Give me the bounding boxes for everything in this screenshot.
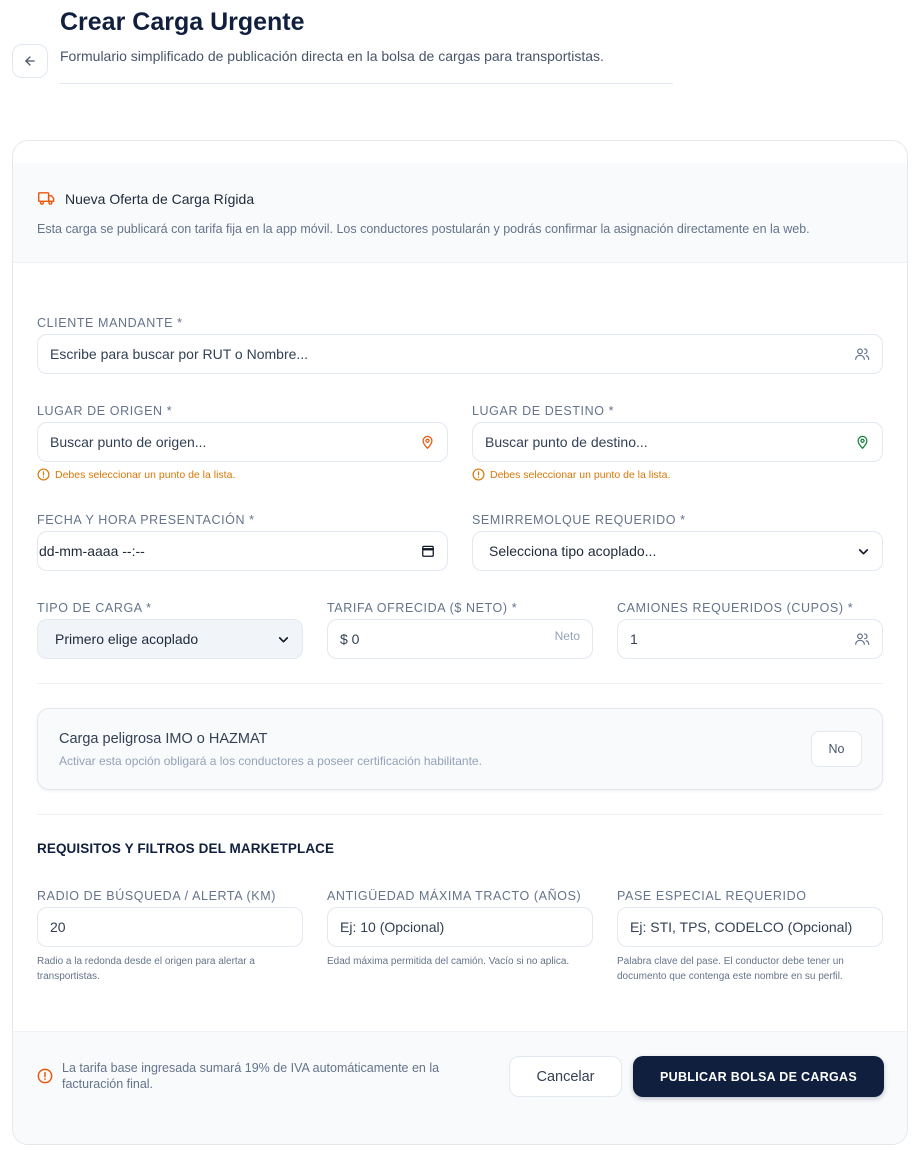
hazmat-title: Carga peligrosa IMO o HAZMAT xyxy=(59,731,268,747)
antiguedad-input[interactable] xyxy=(327,907,593,947)
origen-error-text: Debes seleccionar un punto de la lista. xyxy=(55,468,236,481)
pase-label: PASE ESPECIAL REQUERIDO xyxy=(617,889,807,903)
destino-label: LUGAR DE DESTINO * xyxy=(472,404,615,418)
cliente-placeholder: Escribe para buscar por RUT o Nombre... xyxy=(50,346,309,362)
tarifa-suffix: Neto xyxy=(554,629,580,643)
semirremolque-value: Selecciona tipo acoplado... xyxy=(489,543,657,559)
pase-input[interactable] xyxy=(617,907,883,947)
marketplace-section-title: REQUISITOS Y FILTROS DEL MARKETPLACE xyxy=(37,841,335,856)
hazmat-panel xyxy=(37,708,883,790)
section-divider xyxy=(37,683,883,684)
cliente-label: CLIENTE MANDANTE * xyxy=(37,316,183,330)
users-icon xyxy=(854,346,870,362)
pase-hint: Palabra clave del pase. El conductor debe tener un documento que contenga este nombre en su perfil. xyxy=(617,956,844,982)
map-pin-icon xyxy=(420,434,435,450)
fecha-label: FECHA Y HORA PRESENTACIÓN * xyxy=(37,513,255,527)
semirremolque-label: SEMIRREMOLQUE REQUERIDO * xyxy=(472,513,686,527)
antiguedad-label: ANTIGÜEDAD MÁXIMA TRACTO (AÑOS) xyxy=(327,889,582,903)
card-header xyxy=(13,163,907,263)
radio-input[interactable] xyxy=(37,907,303,947)
alert-circle-icon xyxy=(37,468,50,481)
form-footer xyxy=(13,1031,907,1145)
camiones-label: CAMIONES REQUERIDOS (CUPOS) * xyxy=(617,601,854,615)
tipo-carga-value: Primero elige acoplado xyxy=(55,631,199,647)
hazmat-description: Activar esta opción obligará a los conductores a poseer certificación habilitante. xyxy=(59,754,482,768)
destino-placeholder: Buscar punto de destino... xyxy=(485,434,648,450)
chevron-down-icon xyxy=(857,545,870,558)
map-pin-icon xyxy=(855,434,870,450)
tipo-carga-label: TIPO DE CARGA * xyxy=(37,601,152,615)
page-subtitle: Formulario simplificado de publicación directa en la bolsa de cargas para transportistas. xyxy=(60,48,604,64)
calendar-icon[interactable] xyxy=(421,544,435,558)
antiguedad-placeholder: Ej: 10 (Opcional) xyxy=(340,919,445,935)
fecha-value: dd-mm-aaaa --:-- xyxy=(39,543,145,559)
radio-label: RADIO DE BÚSQUEDA / ALERTA (KM) xyxy=(37,889,277,903)
destino-error-text: Debes seleccionar un punto de la lista. xyxy=(490,468,671,481)
semirremolque-select[interactable] xyxy=(472,531,883,571)
tarifa-label: TARIFA OFRECIDA ($ NETO) * xyxy=(327,601,518,615)
header-divider xyxy=(60,83,673,84)
card-description: Esta carga se publicará con tarifa fija en la app móvil. Los conductores postularán y podrás confirmar la asignación directamente en la web. xyxy=(37,222,810,236)
publish-button[interactable]: PUBLICAR BOLSA DE CARGAS xyxy=(633,1056,884,1097)
origen-error xyxy=(37,468,235,481)
page-title: Crear Carga Urgente xyxy=(60,8,305,36)
origen-input[interactable] xyxy=(37,422,448,462)
tarifa-value: $ 0 xyxy=(340,631,360,647)
back-button[interactable] xyxy=(12,44,48,78)
section-divider xyxy=(37,814,883,815)
card-title-row xyxy=(37,190,254,207)
iva-note xyxy=(37,1060,477,1092)
fecha-input[interactable] xyxy=(37,531,448,571)
origen-placeholder: Buscar punto de origen... xyxy=(50,434,207,450)
chevron-down-icon xyxy=(277,633,290,646)
destino-input[interactable] xyxy=(472,422,883,462)
destino-error xyxy=(472,468,670,481)
camiones-value: 1 xyxy=(630,631,638,647)
iva-note-text: La tarifa base ingresada sumará 19% de IVA automáticamente en la facturación final. xyxy=(62,1061,440,1091)
cliente-input[interactable] xyxy=(37,334,883,374)
tarifa-input[interactable] xyxy=(327,619,593,659)
arrow-left-icon xyxy=(23,54,37,68)
card-title: Nueva Oferta de Carga Rígida xyxy=(65,190,255,207)
origen-label: LUGAR DE ORIGEN * xyxy=(37,404,173,418)
tipo-carga-select[interactable] xyxy=(37,619,303,659)
hazmat-toggle-button[interactable]: No xyxy=(811,731,862,767)
pase-placeholder: Ej: STI, TPS, CODELCO (Opcional) xyxy=(630,919,853,935)
cancel-button[interactable]: Cancelar xyxy=(509,1056,622,1097)
radio-hint: Radio a la redonda desde el origen para alertar a transportistas. xyxy=(37,956,255,982)
alert-circle-icon xyxy=(472,468,485,481)
camiones-input[interactable] xyxy=(617,619,883,659)
antiguedad-hint: Edad máxima permitida del camión. Vacío si no aplica. xyxy=(327,956,570,967)
form-card xyxy=(12,140,908,1145)
alert-circle-icon xyxy=(37,1068,53,1084)
truck-icon xyxy=(37,190,56,207)
users-icon xyxy=(854,631,870,647)
radio-value: 20 xyxy=(50,919,66,935)
